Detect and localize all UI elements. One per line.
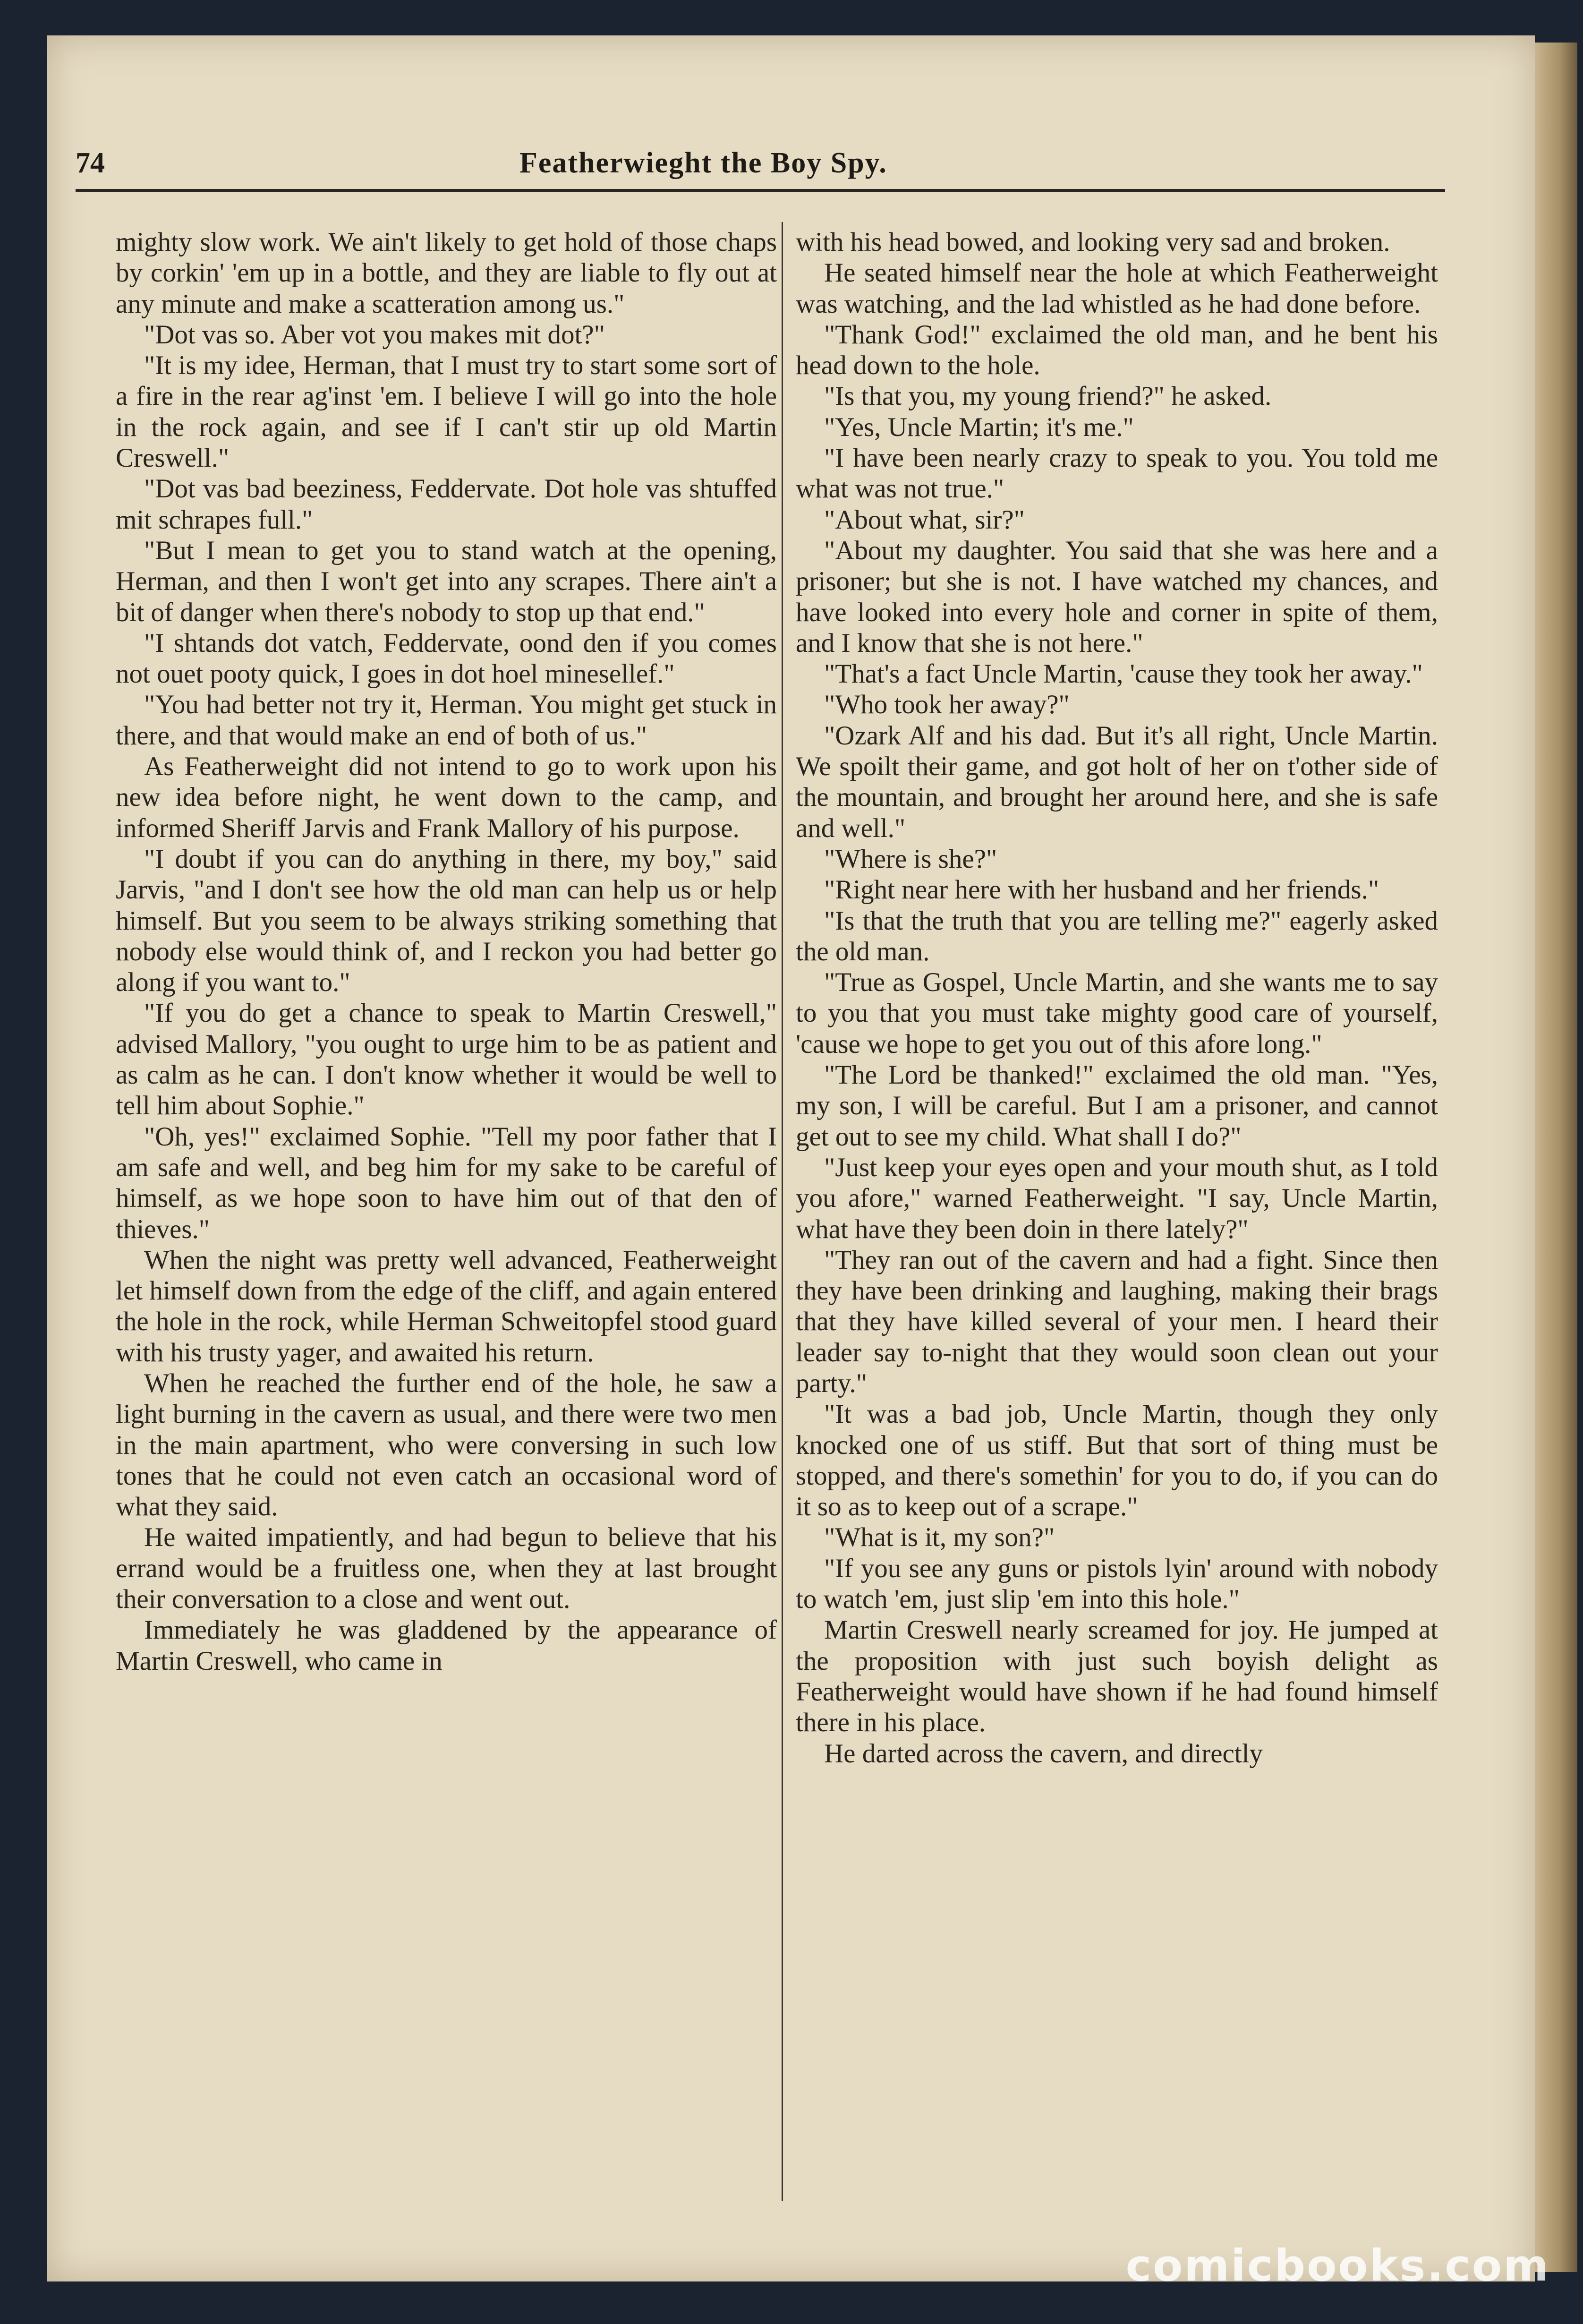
paragraph: "The Lord be thanked!" exclaimed the old man. "Yes, my son, I will be careful. But I am a prisoner, and cannot get out to see my child. What shall I do?" — [796, 1060, 1438, 1152]
paragraph: "Dot vas so. Aber vot you makes mit dot?" — [144, 319, 605, 350]
paragraph: As Featherweight did not intend to go to work upon his new idea before night, he went down to the camp, and informed Sheriff Jarvis and Frank Mallory of his purpose. — [116, 752, 777, 843]
paragraph: "Right near here with her husband and her friends." — [824, 875, 1379, 905]
paragraph: When he reached the further end of the hole, he saw a light burning in the cavern as usual, and there were two men in the main apartment, who were conversing in such low tones that he could not even catch an occasional word of what they said. — [116, 1368, 777, 1522]
paragraph: Immediately he was gladdened by the appearance of Martin Creswell, who came in — [116, 1615, 777, 1676]
paragraph: with his head bowed, and looking very sad and broken. — [796, 227, 1390, 257]
paragraph: "I have been nearly crazy to speak to you. You told me what was not true." — [796, 443, 1438, 504]
paragraph: "Dot vas bad beeziness, Feddervate. Dot hole vas shtuffed mit schrapes full." — [116, 474, 777, 535]
paragraph: "Oh, yes!" exclaimed Sophie. "Tell my poor father that I am safe and well, and beg him for my sake to be careful of himself, as we hope soon to have him out of that den of thieves." — [116, 1121, 777, 1244]
paragraph: "If you see any guns or pistols lyin' around with nobody to watch 'em, just slip 'em into this hole." — [796, 1553, 1438, 1615]
column-divider — [782, 222, 783, 2201]
paragraph: "It was a bad job, Uncle Martin, though they only knocked one of us stiff. But that sort of thing must be stopped, and there's somethin' for you to do, if you can do it so as to keep out of a scrape." — [796, 1399, 1438, 1522]
paragraph: "Ozark Alf and his dad. But it's all right, Uncle Martin. We spoilt their game, and got holt of her on t'other side of the mountain, and brought her around here, and she is safe and well." — [796, 720, 1438, 843]
right-column — [796, 227, 1438, 1769]
paragraph: "What is it, my son?" — [824, 1522, 1055, 1553]
paragraph: "Is that the truth that you are telling me?" eagerly asked the old man. — [796, 906, 1438, 966]
paragraph: "Thank God!" exclaimed the old man, and he bent his head down to the hole. — [796, 319, 1438, 381]
paragraph: "True as Gospel, Uncle Martin, and she wants me to say to you that you must take mighty good care of yourself, 'cause we hope to get you out of this afore long." — [796, 967, 1438, 1059]
paragraph: He waited impatiently, and had begun to believe that his errand would be a fruitless one, when they at last brought their conversation to a close and went out. — [116, 1522, 777, 1615]
paragraph: "But I mean to get you to stand watch at the opening, Herman, and then I won't get into any scrapes. There ain't a bit of danger when there's nobody to stop up that end." — [116, 535, 777, 627]
paragraph: "I doubt if you can do anything in there, my boy," said Jarvis, "and I don't see how the old man can help us or help himself. But you seem to be always striking something that nobody else would think of, and I reckon you had better go along if you want to." — [116, 844, 777, 998]
paragraph: "You had better not try it, Herman. You might get stuck in there, and that would make an end of both of us." — [116, 690, 777, 751]
paragraph: "Who took her away?" — [824, 690, 1070, 720]
page-header — [76, 137, 1445, 192]
running-title: Featherwieght the Boy Spy. — [519, 147, 887, 179]
site-watermark: comicbooks.com — [1125, 2240, 1550, 2291]
paragraph: "Just keep your eyes open and your mouth shut, as I told you afore," warned Featherweight. "I say, Uncle Martin, what have they been doin in there lately?" — [796, 1152, 1438, 1244]
page-number: 74 — [76, 147, 105, 179]
paragraph: "It is my idee, Herman, that I must try to start some sort of a fire in the rear ag'inst 'em. I believe I will go into the hole in the rock again, and see if I can't stir up old Martin Creswell." — [116, 350, 777, 473]
paragraph: mighty slow work. We ain't likely to get hold of those chaps by corkin' 'em up in a bottle, and they are liable to fly out at any minute and make a scatteration among us." — [116, 227, 777, 319]
left-column — [116, 227, 777, 1676]
paragraph: Martin Creswell nearly screamed for joy. He jumped at the proposition with just such boyish delight as Featherweight would have shown if he had found himself there in his place. — [796, 1615, 1438, 1738]
paragraph: "If you do get a chance to speak to Martin Creswell," advised Mallory, "you ought to urge him to be as patient and as calm as he can. I don't know whether it would be well to tell him about Sophie." — [116, 998, 777, 1121]
paragraph: He seated himself near the hole at which Featherweight was watching, and the lad whistled as he had done before. — [796, 258, 1438, 319]
paragraph: "About my daughter. You said that she was here and a prisoner; but she is not. I have watched my chances, and have looked into every hole and corner in spite of them, and I know that she is not here." — [796, 535, 1438, 658]
paragraph: He darted across the cavern, and directly — [824, 1738, 1263, 1769]
page-edge — [1535, 43, 1577, 2272]
paragraph: "That's a fact Uncle Martin, 'cause they took her away." — [824, 659, 1423, 689]
paragraph: "They ran out of the cavern and had a fight. Since then they have been drinking and laughing, making their brags that they have killed several of your men. I heard their leader say to-night that they would soon clean out your party." — [796, 1245, 1438, 1398]
paragraph: "I shtands dot vatch, Feddervate, oond den if you comes not ouet pooty quick, I goes in dot hoel minesellef." — [116, 628, 777, 689]
paragraph: "Yes, Uncle Martin; it's me." — [824, 412, 1134, 442]
paragraph: "About what, sir?" — [824, 504, 1025, 535]
paragraph: "Is that you, my young friend?" he asked. — [824, 381, 1272, 411]
paragraph: "Where is she?" — [824, 844, 997, 874]
paragraph: When the night was pretty well advanced, Featherweight let himself down from the edge of the cliff, and again entered the hole in the rock, while Herman Schweitopfel stood guard with his trusty yager, and awaited his return. — [116, 1245, 777, 1367]
